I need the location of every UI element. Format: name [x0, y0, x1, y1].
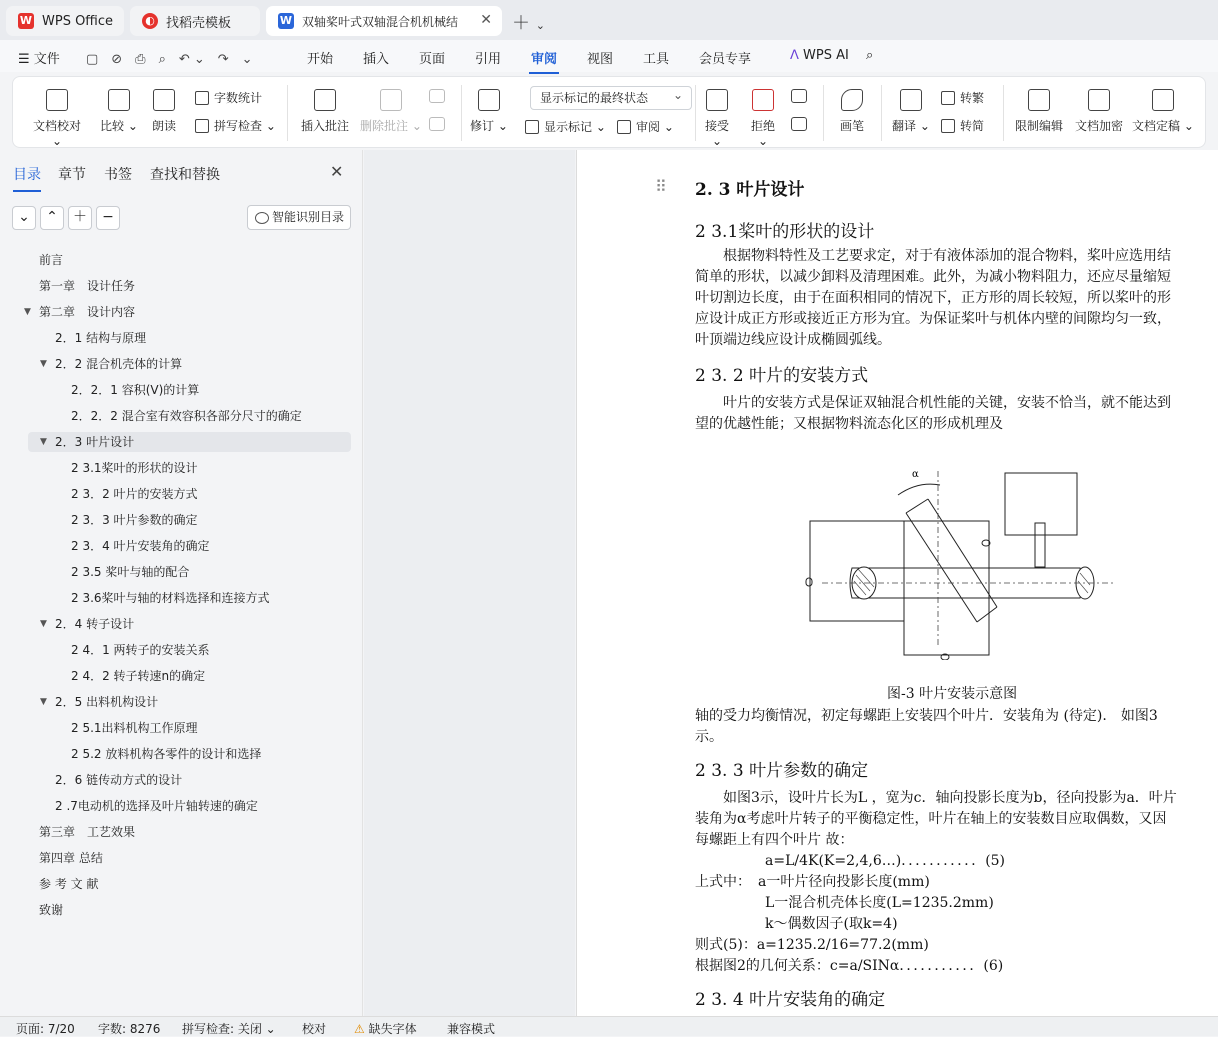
toc-item-label: 2 5.1出料机构工作原理 [71, 721, 198, 735]
toc-item[interactable] [0, 744, 351, 764]
proofread-indicator[interactable]: 校对 [302, 1022, 327, 1036]
reject-button[interactable]: 拒绝 ⌄ [745, 89, 781, 148]
word-count-icon [195, 91, 209, 105]
to-simplified-icon [941, 119, 955, 133]
spell-check-button[interactable]: 拼写检查 ⌄ [195, 117, 276, 134]
menu-reference[interactable]: 引用 [475, 52, 502, 67]
toc-item[interactable] [0, 692, 351, 712]
to-simplified-button[interactable]: 转简 [941, 117, 984, 134]
toc-item[interactable] [0, 614, 351, 634]
word-count-indicator[interactable]: 字数: 8276 [98, 1022, 161, 1036]
menu-view[interactable]: 视图 [587, 52, 614, 67]
toc-item-label: 2．2．1 容积(V)的计算 [71, 383, 200, 397]
finalize-doc-icon [1152, 89, 1174, 111]
accept-icon [706, 89, 728, 111]
delete-comment-icon [380, 89, 402, 111]
prev-comment-icon [429, 89, 445, 103]
toc-item-label: 2 3.5 桨叶与轴的配合 [71, 565, 190, 579]
toc-item-label: 第二章 设计内容 [39, 305, 136, 319]
toc-item-label: 第三章 工艺效果 [39, 825, 136, 839]
page-indicator[interactable]: 页面: 7/20 [16, 1022, 75, 1036]
expand-up-button[interactable]: ⌃ [40, 206, 64, 230]
toc-item[interactable] [0, 718, 351, 738]
toc-item-label: 前言 [39, 253, 64, 267]
workspace-background [364, 150, 575, 1016]
word-doc-icon: W [279, 14, 293, 27]
toc-item[interactable] [0, 328, 351, 348]
show-marks-icon [525, 120, 539, 134]
toc-item[interactable] [0, 510, 351, 530]
toc-item-label: 2 4．2 转子转速n的确定 [71, 669, 206, 683]
menu-wps-ai[interactable]: ᐱ WPS AI [790, 48, 849, 63]
paragraph-3: 轴的受力均衡情况，初定每螺距上安装四个叶片．安装角为 (待定). 如图3 示。 [695, 708, 1158, 745]
ribbon-separator [695, 85, 696, 141]
menu-review[interactable]: 审阅 [531, 48, 557, 67]
toc-item-label: 2．1 结构与原理 [55, 331, 147, 345]
next-change-icon [791, 117, 807, 131]
toc-item-label: 2．2．2 混合室有效容积各部分尺寸的确定 [71, 409, 302, 423]
tab-template[interactable] [130, 6, 260, 36]
toc-item[interactable] [0, 666, 351, 686]
menu-insert[interactable]: 插入 [363, 52, 390, 67]
translate-button[interactable]: 翻译 ⌄ [891, 89, 931, 134]
toc-item[interactable] [0, 562, 351, 582]
toc-item[interactable] [0, 354, 351, 374]
wps-logo-icon: W [19, 14, 33, 27]
toc-item[interactable] [0, 458, 351, 478]
heading-2-3-1: 2 3.1桨叶的形状的设计 [695, 222, 875, 242]
next-comment-icon [429, 117, 445, 131]
chevron-down-icon[interactable]: ▼ [40, 359, 47, 369]
toc-item-label: 2．3 叶片设计 [55, 435, 135, 449]
toc-item[interactable] [0, 484, 351, 504]
status-bar [0, 1016, 1218, 1036]
ribbon-separator [287, 85, 288, 141]
revise-button[interactable]: 修订 ⌄ [469, 89, 509, 134]
tab-find-replace[interactable]: 查找和替换 [150, 167, 220, 183]
tab-bookmarks[interactable]: 书签 [104, 167, 132, 183]
paragraph-4: 如图3示，设叶片长为L ，宽为c．轴向投影长度为b，径向投影为a．叶片 装角为α考虑叶片转子的平衡稳定性，叶片在轴上的安装数目应取偶数，又因 每螺距上有四个叶片 故： [695, 790, 1177, 848]
prev-comment-button[interactable] [427, 89, 447, 109]
toc-item-label: 2 3．4 叶片安装角的确定 [71, 539, 210, 553]
close-icon[interactable]: ✕ [330, 162, 344, 181]
menu-file[interactable]: ☰ 文件 [18, 52, 60, 67]
toc-item[interactable] [0, 900, 351, 920]
toc-item-label: 2 3.6桨叶与轴的材料选择和连接方式 [71, 591, 270, 605]
tab-label: 双轴桨叶式双轴混合机机械结 [302, 14, 459, 29]
menu-tools[interactable]: 工具 [643, 52, 670, 67]
warning-icon: ⚠ [354, 1022, 365, 1036]
toc-item[interactable] [0, 796, 351, 816]
prev-change-icon [791, 89, 807, 103]
spell-check-indicator[interactable]: 拼写检查: 关闭 ⌄ [182, 1022, 276, 1036]
figure-caption: 图-3 叶片安装示意图 [887, 686, 1018, 702]
toc-item[interactable] [0, 848, 351, 868]
toc-item-label: 致谢 [39, 903, 64, 917]
heading-2-3-3: 2 3. 3 叶片参数的确定 [695, 761, 869, 781]
toc-item[interactable] [0, 536, 351, 556]
ribbon-separator [1003, 85, 1004, 141]
review-pane-icon [617, 120, 631, 134]
tab-wps-office[interactable] [6, 6, 124, 36]
toc-item-label: 2．6 链传动方式的设计 [55, 773, 183, 787]
toc-item[interactable] [0, 770, 351, 790]
toc-item[interactable] [0, 276, 351, 296]
encrypt-doc-button[interactable]: 文档加密 [1071, 89, 1127, 134]
menu-member[interactable]: 会员专享 [699, 52, 752, 67]
next-change-button[interactable] [789, 117, 809, 137]
toc-item[interactable] [0, 822, 351, 842]
toc-item-label: 2．2 混合机壳体的计算 [55, 357, 183, 371]
revise-icon [478, 89, 500, 111]
read-aloud-icon [153, 89, 175, 111]
tab-document[interactable] [266, 6, 502, 36]
pen-button[interactable]: 画笔 [835, 89, 869, 134]
tab-label: WPS Office [42, 13, 114, 29]
collapse-all-button[interactable]: ⌄ [12, 206, 36, 230]
compat-mode-indicator: 兼容模式 [447, 1022, 496, 1036]
paragraph-1: 根据物料特性及工艺要求定，对于有液体添加的混合物料，桨叶应选用结 简单的形状，以减少卸料及清理困难。此外，为减小物料阻力，还应尽量缩短 叶切割边长度，由于在面积相同的情况下，正方形的周长较短，所以桨叶的形 应设计成正方形或接近正方形为宜。为保证桨叶与机体内壁的间隙均匀一致， 叶顶端边线应设计成椭圆弧线。 [695, 248, 1171, 348]
compare-icon [108, 89, 130, 111]
menu-start[interactable]: 开始 [307, 52, 334, 67]
toc-item-label: 2 4．1 两转子的安装关系 [71, 643, 210, 657]
toc-item-label: 2 3．3 叶片参数的确定 [71, 513, 198, 527]
toc-item-label: 2 .7电动机的选择及叶片轴转速的确定 [55, 799, 258, 813]
tab-chapters[interactable]: 章节 [58, 167, 86, 183]
toc-item-label: 2 3.1桨叶的形状的设计 [71, 461, 198, 475]
insert-comment-button[interactable]: 插入批注 [297, 89, 353, 134]
next-comment-button[interactable] [427, 117, 447, 137]
restrict-edit-button[interactable]: 限制编辑 [1011, 89, 1067, 134]
toc-item-label: 2．4 转子设计 [55, 617, 135, 631]
tab-bar [0, 0, 1218, 40]
toc-item-label: 参 考 文 献 [39, 877, 99, 891]
smart-toc-button[interactable]: 智能识别目录 [247, 205, 351, 230]
menu-page[interactable]: 页面 [419, 52, 446, 67]
quick-access-icons[interactable]: ▢ ⊘ ⎙ ⌕ ↶ ⌄ ↷ ⌄ [86, 52, 253, 67]
toc-item[interactable] [0, 302, 351, 322]
ribbon-separator [881, 85, 882, 141]
navigation-pane [0, 150, 363, 1016]
add-heading-button[interactable]: ＋ [68, 206, 92, 230]
toc-item-label: 2 5.2 放料机构各零件的设计和选择 [71, 747, 262, 761]
compare-button[interactable]: 比较 ⌄ [97, 89, 141, 134]
finalize-doc-button[interactable]: 文档定稿 ⌄ [1131, 89, 1195, 134]
ribbon-separator [461, 85, 462, 141]
toc-item[interactable] [28, 432, 351, 452]
doc-check-icon [46, 89, 68, 111]
review-pane-button[interactable]: 审阅 ⌄ [617, 118, 674, 135]
toc-item-label: 2．5 出料机构设计 [55, 695, 159, 709]
figure-blade-installation [802, 465, 1122, 660]
to-traditional-icon [941, 91, 955, 105]
tab-label: 找稻壳模板 [166, 15, 232, 31]
reject-icon [752, 89, 774, 111]
toc-item-label: 第一章 设计任务 [39, 279, 136, 293]
formula-5: a=L/4K(K=2,4,6…)．．．．．．．．．．．(5) [695, 853, 1006, 869]
spell-check-icon [195, 119, 209, 133]
translate-icon [900, 89, 922, 111]
chevron-down-icon[interactable]: ▼ [40, 437, 47, 447]
toc-item[interactable] [0, 874, 351, 894]
accept-button[interactable]: 接受 ⌄ [699, 89, 735, 148]
chevron-down-icon[interactable]: ▼ [24, 307, 31, 317]
toc-item[interactable] [0, 406, 351, 426]
toc-item-label: 第四章 总结 [39, 851, 103, 865]
doc-check-button[interactable]: 文档校对 ⌄ [29, 89, 85, 148]
pen-icon [841, 89, 863, 111]
insert-comment-icon [314, 89, 336, 111]
document-page [576, 150, 1218, 1016]
delete-comment-button[interactable]: 删除批注 ⌄ [359, 89, 423, 134]
missing-font-indicator[interactable]: ⚠ 缺失字体 [354, 1022, 417, 1036]
show-marks-button[interactable]: 显示标记 ⌄ [525, 118, 606, 135]
markup-mode-select[interactable]: 显示标记的最终状态 ⌄ [530, 86, 692, 110]
paragraph-5: 上式中： a一叶片径向投影长度(mm) L一混合机壳体长度(L=1235.2mm) k～偶数因子(取k=4) 则式(5)：a=1235.2/16=77.2(mm) 根据图2的几何关系：c=a/SINα．．．．．．．．．．．(6) [695, 874, 1004, 974]
menu-bar [0, 40, 1218, 72]
heading-2-3: 2. 3 叶片设计 [695, 180, 805, 200]
toc-item[interactable] [0, 250, 351, 270]
prev-change-button[interactable] [789, 89, 809, 109]
drag-handle-icon[interactable]: ⠿ [655, 177, 667, 196]
heading-2-3-2: 2 3. 2 叶片的安装方式 [695, 366, 869, 386]
chevron-down-icon[interactable]: ▼ [40, 697, 47, 707]
figure-alpha-label: α [912, 469, 919, 480]
toc-item[interactable] [0, 380, 351, 400]
toc-item[interactable] [0, 640, 351, 660]
docer-logo-icon: ◐ [142, 13, 158, 29]
to-traditional-button[interactable]: 转繁 [941, 89, 984, 106]
close-icon[interactable]: ✕ [480, 12, 492, 28]
toc-item[interactable] [0, 588, 351, 608]
ribbon-separator [823, 85, 824, 141]
heading-2-3-4: 2 3. 4 叶片安装角的确定 [695, 990, 886, 1010]
ribbon-review [12, 76, 1206, 148]
toc-item-label: 2 3．2 叶片的安装方式 [71, 487, 198, 501]
read-aloud-button[interactable]: 朗读 [147, 89, 181, 134]
chevron-down-icon[interactable]: ▼ [40, 619, 47, 629]
new-tab-icon[interactable]: ＋ ⌄ [512, 13, 545, 34]
word-count-button[interactable]: 字数统计 [195, 89, 262, 106]
tab-toc[interactable]: 目录 [13, 164, 41, 184]
search-icon[interactable]: ⌕ [866, 48, 874, 63]
paragraph-2: 叶片的安装方式是保证双轴混合机性能的关键，安装不恰当，就不能达到 望的优越性能；又根据物料流态化区的形成机理及 [695, 395, 1171, 432]
restrict-edit-icon [1028, 89, 1050, 111]
encrypt-doc-icon [1088, 89, 1110, 111]
remove-heading-button[interactable]: − [96, 206, 120, 230]
